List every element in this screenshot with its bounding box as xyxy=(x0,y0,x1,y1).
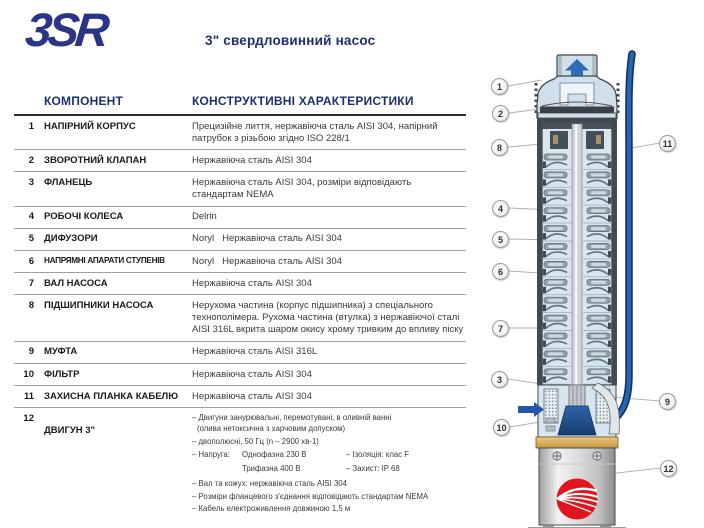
motor-spec-line: – двополюсні, 50 Гц (n – 2900 хв-1) xyxy=(192,436,319,446)
insulation-class: – Ізоляція: клас F xyxy=(346,450,410,460)
pump-head xyxy=(535,76,620,118)
motor-spec-line: – Двигуни занурювальні, перемотувані, в оливній ванні xyxy=(192,412,392,422)
table-row: 5 ДИФУЗОРИ Noryl Нержавіюча сталь AISI 304 xyxy=(14,229,466,251)
table-row: 1 НАПІРНИЙ КОРПУС Прецизійне лиття, нержавіюча сталь AISI 304, напірний патрубок з різьбою згідно ISO 228/1 xyxy=(14,116,466,150)
motor-specs xyxy=(192,413,466,517)
column-header-component: КОМПОНЕНТ xyxy=(44,94,124,108)
brand-logo: 3SR xyxy=(23,3,109,56)
table-row: 10 ФІЛЬТР Нержавіюча сталь AISI 304 xyxy=(14,364,466,386)
callout-5: 5 xyxy=(492,231,509,248)
callout-10: 10 xyxy=(493,419,510,436)
callout-7: 7 xyxy=(492,320,509,337)
protection-rating: – Захист: IP 68 xyxy=(346,464,400,474)
motor-voltage-grid xyxy=(192,450,464,475)
motor-spec-line: – Вал та кожух: нержавіюча сталь AISI 304 xyxy=(192,478,347,488)
table-row: 9 МУФТА Нержавіюча сталь AISI 316L xyxy=(14,342,466,364)
voltage-label: – Напруга: xyxy=(192,450,231,460)
check-valve-seat xyxy=(540,107,614,114)
table-row-motor: 12 ДВИГУН 3" – Двигуни занурювальні, перемотувані, в оливній ванні (олива нетоксична з харчовим допуском) – двополюсні, 50 Гц (n – 2900 хв-1) – Напруга: Однофазна 230 В – Ізоляція: клас F Трифазна 400 В – Захист: IP 68 – Вал та кожух: нержавіюча сталь AISI 304 – Розміри фланцевого з'єднання відповідають стандартам NEMA – Кабель електроживлення довжиною 1,5 м xyxy=(14,408,466,521)
motor-spec-line: – Розміри фланцевого з'єднання відповідають стандартам NEMA xyxy=(192,491,429,501)
motor-flange-band xyxy=(536,437,618,448)
table-row: 3 ФЛАНЕЦЬ Нержавіюча сталь AISI 304, розміри відповідають стандартам NEMA xyxy=(14,172,466,206)
pump-shaft xyxy=(572,124,582,385)
motor-screw xyxy=(593,452,601,460)
table-row: 4 РОБОЧІ КОЛЕСА Delrin xyxy=(14,207,466,229)
table-row: 7 ВАЛ НАСОСА Нержавіюча сталь AISI 304 xyxy=(14,273,466,295)
pump-cross-section xyxy=(480,50,704,528)
callout-9: 9 xyxy=(659,393,676,410)
table-row: 8 ПІДШИПНИКИ НАСОСА Нерухома частина (корпус підшипника) з спеціального технополімера. Рухома частина (втулка) з нержавіючої сталі AISI 316L вкрита шаром окису хрому тривким до впливу піску xyxy=(14,295,466,341)
component-table xyxy=(14,86,466,522)
callout-3: 3 xyxy=(491,371,508,388)
callout-2: 2 xyxy=(492,105,509,122)
callout-6: 6 xyxy=(492,263,509,280)
table-row: 6 НАПРЯМНІ АПАРАТИ СТУПЕНІВ Noryl Нержавіюча сталь AISI 304 xyxy=(14,251,466,273)
callout-4: 4 xyxy=(492,200,509,217)
callout-1: 1 xyxy=(491,78,508,95)
outlet-port xyxy=(557,55,597,77)
callout-8: 8 xyxy=(491,139,508,156)
voltage-three-phase: Трифазна 400 В xyxy=(242,464,301,474)
pump-diagram xyxy=(480,50,704,528)
table-row: 11 ЗАХИСНА ПЛАНКА КАБЕЛЮ Нержавіюча сталь AISI 304 xyxy=(14,386,466,408)
page-title: 3" свердловинний насос xyxy=(205,33,376,48)
motor-spec-line: – Кабель електроживлення довжиною 1,5 м xyxy=(192,504,351,514)
motor-screw xyxy=(553,452,561,460)
voltage-single-phase: Однофазна 230 В xyxy=(242,450,307,460)
column-header-characteristics: КОНСТРУКТИВНІ ХАРАКТЕРИСТИКИ xyxy=(192,94,414,108)
motor xyxy=(528,437,626,528)
suction-section xyxy=(538,383,619,437)
callout-11: 11 xyxy=(659,135,676,152)
table-row: 2 ЗВОРОТНИЙ КЛАПАН Нержавіюча сталь AISI 304 xyxy=(14,150,466,172)
table-header xyxy=(14,86,466,116)
motor-spec-line: (олива нетоксична з харчовим допуском) xyxy=(197,424,346,434)
callout-12: 12 xyxy=(660,460,677,477)
